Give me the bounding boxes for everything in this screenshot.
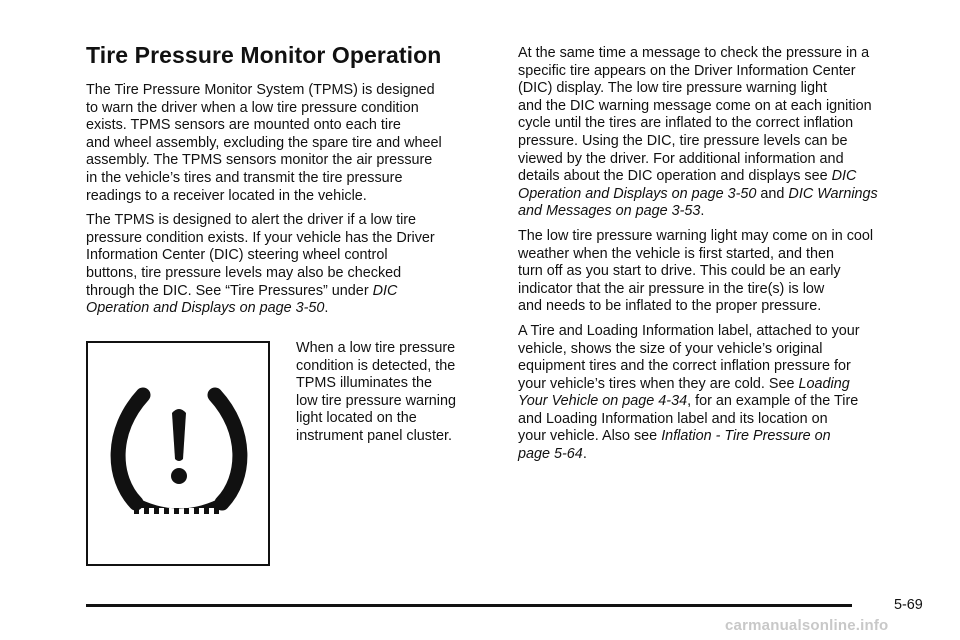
text-line: and needs to be inflated to the proper pressure.: [518, 298, 822, 315]
text-line: [518, 428, 938, 446]
page-number: 5-69: [894, 597, 923, 613]
page-title: Tire Pressure Monitor Operation: [86, 42, 442, 68]
text-line: [518, 446, 938, 464]
cross-reference-link[interactable]: Operation and Displays on page 3-50: [86, 300, 325, 317]
cross-reference-link[interactable]: Loading: [798, 375, 850, 392]
text-line: viewed by the driver. For additional information and: [518, 150, 844, 167]
text-line: light located on the: [296, 410, 417, 427]
text-fragment: your vehicle’s tires when they are cold. See: [518, 375, 799, 392]
text-fragment: your vehicle. Also see: [518, 428, 662, 445]
text-line: [86, 283, 498, 301]
text-line: pressure condition exists. If your vehicle has the Driver: [86, 229, 435, 246]
text-line: [518, 393, 938, 411]
cross-reference-link[interactable]: Operation and Displays on page 3-50: [518, 185, 757, 202]
right-column: [518, 45, 938, 471]
text-fragment: , for an example of the Tire: [687, 393, 859, 410]
tpms-warning-icon: [88, 343, 272, 568]
text-line: (DIC) display. The low tire pressure warning light: [518, 80, 827, 97]
text-line: [518, 168, 938, 186]
dic-paragraph: [86, 212, 498, 318]
dic-message-paragraph: [518, 45, 938, 221]
cross-reference-link[interactable]: Inflation - Tire Pressure on: [661, 428, 831, 445]
text-line: condition is detected, the: [296, 357, 456, 374]
loading-label-paragraph: [518, 323, 938, 464]
text-fragment: .: [582, 446, 587, 463]
text-line: At the same time a message to check the pressure in a: [518, 45, 870, 61]
text-line: The Tire Pressure Monitor System (TPMS) is designed: [86, 82, 435, 98]
text-line: The TPMS is designed to alert the driver if a low tire: [86, 212, 417, 229]
text-line: TPMS illuminates the: [296, 375, 432, 392]
text-line: [518, 203, 938, 221]
tpms-warning-figure: [86, 341, 270, 566]
text-line: assembly. The TPMS sensors monitor the air pressure: [86, 152, 433, 169]
cross-reference-link[interactable]: DIC Warnings: [788, 185, 878, 202]
text-line: A Tire and Loading Information label, attached to your: [518, 322, 860, 339]
text-line: The low tire pressure warning light may come on in cool: [518, 227, 874, 244]
text-line: exists. TPMS sensors are mounted onto each tire: [86, 117, 401, 134]
text-line: specific tire appears on the Driver Information Center: [518, 62, 856, 79]
cross-reference-link[interactable]: DIC: [831, 168, 857, 185]
cross-reference-link[interactable]: Your Vehicle on page 4-34: [518, 393, 688, 410]
cross-reference-link[interactable]: DIC: [372, 282, 398, 299]
text-line: and Loading Information label and its location on: [518, 410, 828, 427]
cross-reference-link[interactable]: and Messages on page 3-53: [518, 203, 701, 220]
text-line: instrument panel cluster.: [296, 427, 452, 444]
text-fragment: .: [700, 203, 705, 220]
text-line: When a low tire pressure: [296, 340, 456, 356]
cool-weather-paragraph: [518, 228, 938, 316]
text-fragment: and: [756, 185, 789, 202]
text-line: and wheel assembly, excluding the spare tire and wheel: [86, 134, 442, 151]
text-line: turn off as you start to drive. This could be an early: [518, 263, 841, 280]
figure-caption: [296, 340, 456, 446]
text-line: in the vehicle’s tires and transmit the tire pressure: [86, 169, 403, 186]
text-line: indicator that the air pressure in the tire(s) is low: [518, 280, 825, 297]
watermark: carmanualsonline.info: [725, 617, 889, 634]
text-line: readings to a receiver located in the vehicle.: [86, 187, 367, 204]
text-line: vehicle, shows the size of your vehicle’s original: [518, 340, 823, 357]
text-line: [518, 376, 938, 394]
text-line: [518, 186, 938, 204]
text-fragment: details about the DIC operation and displays see: [518, 168, 832, 185]
text-line: equipment tires and the correct inflation pressure for: [518, 358, 851, 375]
left-column: [86, 82, 498, 325]
text-line: low tire pressure warning: [296, 392, 456, 409]
intro-paragraph: [86, 82, 498, 205]
text-line: to warn the driver when a low tire pressure condition: [86, 99, 419, 116]
text-line: cycle until the tires are inflated to the correct inflation: [518, 115, 854, 132]
text-line: pressure. Using the DIC, tire pressure levels can be: [518, 132, 848, 149]
text-line: weather when the vehicle is first started, and then: [518, 245, 834, 262]
text-fragment: .: [324, 300, 329, 317]
cross-reference-link[interactable]: page 5-64: [518, 446, 583, 463]
text-line: Information Center (DIC) steering wheel control: [86, 247, 388, 264]
text-fragment: through the DIC. See “Tire Pressures” under: [86, 282, 373, 299]
text-line: buttons, tire pressure levels may also be checked: [86, 264, 402, 281]
footer-rule: [86, 604, 852, 607]
text-line: and the DIC warning message come on at each ignition: [518, 97, 872, 114]
text-line: [86, 300, 498, 318]
